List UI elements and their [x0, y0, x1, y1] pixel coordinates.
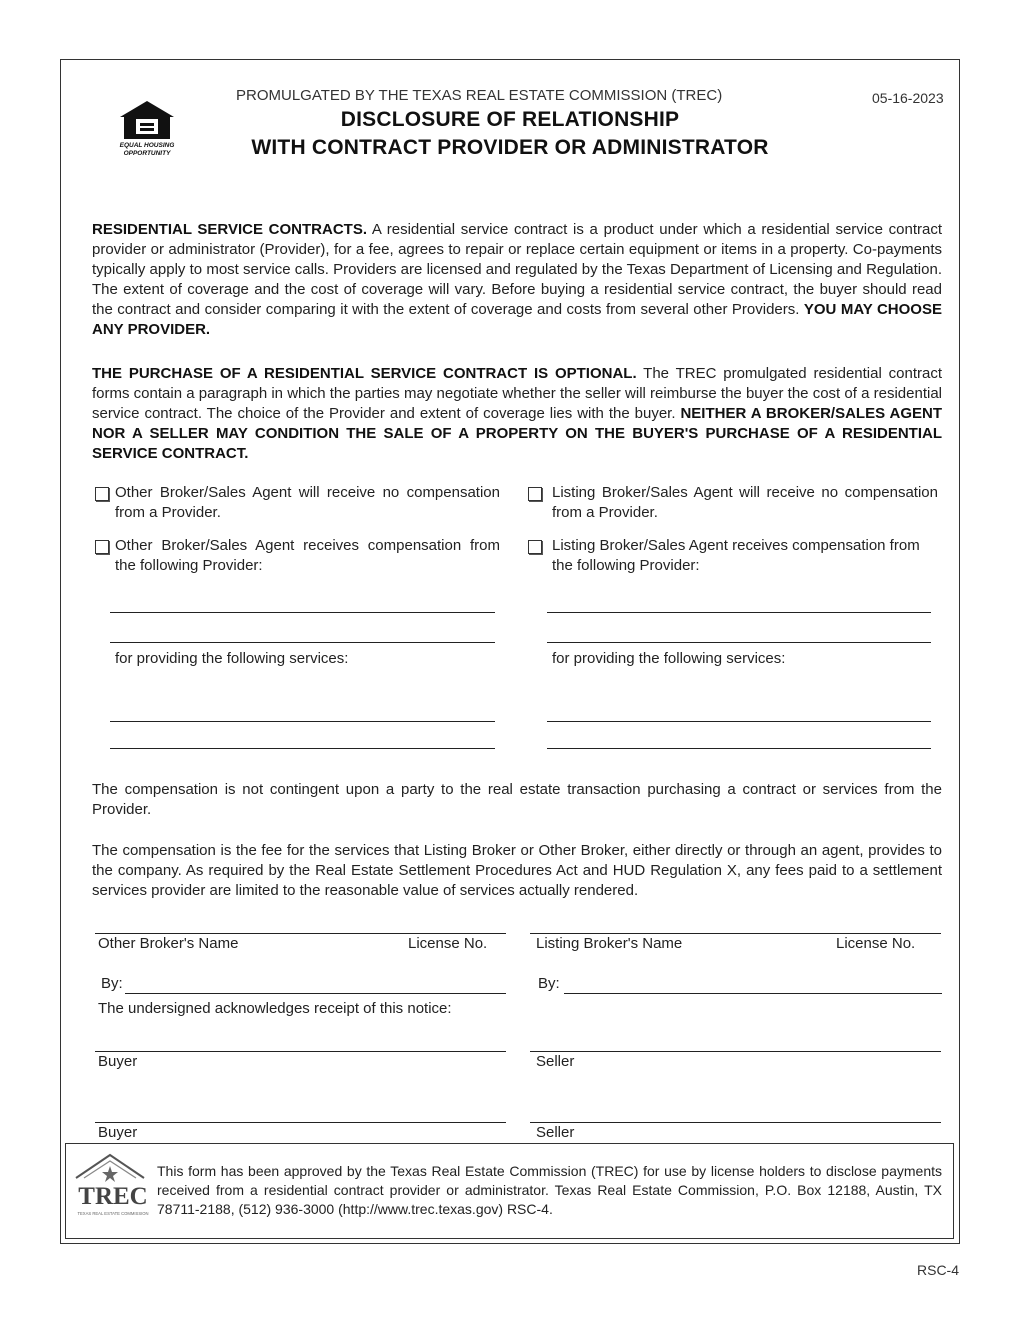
- listing-provider-line-1[interactable]: [547, 612, 931, 613]
- seller-label-2: Seller: [536, 1124, 575, 1141]
- eho-text-2: OPPORTUNITY: [123, 150, 171, 157]
- eho-text-1: EQUAL HOUSING: [119, 142, 175, 149]
- other-provider-line-2[interactable]: [110, 642, 495, 643]
- trec-logo-icon: [72, 1152, 154, 1220]
- listing-no-compensation-label: Listing Broker/Sales Agent will receive no compensation from a Provider.: [552, 484, 938, 521]
- section-emphasis: YOU MAY CHOOSE ANY PROVIDER.: [92, 301, 942, 338]
- other-provider-line-1[interactable]: [110, 612, 495, 613]
- trec-logo-subtext: TEXAS REAL ESTATE COMMISSION: [77, 1211, 149, 1216]
- equal-housing-icon: [116, 99, 178, 161]
- other-services-line-2[interactable]: [110, 748, 495, 749]
- compensation-fee-paragraph: The compensation is the fee for the services that Listing Broker or Other Broker, either directly or through an agent, provides to the company. As required by the Real Estate Settlement Procedures Act and HUD Regulation X, any fees paid to a settlement services provider are limited to the reasonable value of services actually rendered.: [92, 842, 942, 899]
- listing-broker-name-label: Listing Broker's Name: [536, 935, 683, 952]
- seller-signature-line-1[interactable]: [530, 1051, 941, 1052]
- optional-purchase-paragraph: [92, 364, 942, 464]
- listing-services-line-2[interactable]: [547, 748, 931, 749]
- buyer-label-1: Buyer: [98, 1053, 138, 1070]
- listing-broker-name-line[interactable]: [530, 933, 941, 934]
- promulgated-line: PROMULGATED BY THE TEXAS REAL ESTATE COMMISSION (TREC): [236, 87, 723, 104]
- other-services-label: for providing the following services:: [115, 650, 349, 667]
- listing-services-line-1[interactable]: [547, 721, 931, 722]
- section-body: A residential service contract is a product under which a residential service contract provider or administrator (Provider), for a fee, agrees to repair or replace certain equipment or items in a property. Co-payments typically apply to most service calls. Providers are licensed and regulated by the Texas Department of Licensing and Regulation. The extent of coverage and the cost of coverage will vary. Before buying a residential service contract, the buyer should read the contract and consider comparing it with the extent of coverage and costs from several other Providers.: [92, 221, 942, 318]
- by-label-right: By:: [538, 975, 560, 992]
- seller-signature-line-2[interactable]: [530, 1122, 941, 1123]
- acknowledge-label: The undersigned acknowledges receipt of this notice:: [98, 1000, 452, 1017]
- listing-license-label: License No.: [836, 935, 916, 952]
- listing-compensation-checkbox[interactable]: [528, 540, 542, 554]
- buyer-signature-line-2[interactable]: [95, 1122, 506, 1123]
- form-id: RSC-4: [917, 1262, 960, 1278]
- trec-logo-text: TREC: [78, 1183, 148, 1210]
- section-heading: THE PURCHASE OF A RESIDENTIAL SERVICE CONTRACT IS OPTIONAL.: [92, 365, 637, 382]
- listing-services-label: for providing the following services:: [552, 650, 786, 667]
- buyer-signature-line-1[interactable]: [95, 1051, 506, 1052]
- section-heading: RESIDENTIAL SERVICE CONTRACTS.: [92, 221, 368, 238]
- other-no-compensation-checkbox[interactable]: [95, 487, 109, 501]
- not-contingent-paragraph: The compensation is not contingent upon a party to the real estate transaction purchasing a contract or services from the Provider.: [92, 781, 942, 818]
- other-broker-name-label: Other Broker's Name: [98, 935, 239, 952]
- section-emphasis: NEITHER A BROKER/SALES AGENT NOR A SELLER MAY CONDITION THE SALE OF A PROPERTY ON THE BUYER'S PURCHASE OF A RESIDENTIAL SERVICE CONTRACT.: [92, 405, 943, 462]
- footer-approval-text: This form has been approved by the Texas Real Estate Commission (TREC) for use by license holders to disclose payments received from a residential contract provider or administrator. Texas Real Estate Commission, P.O. Box 12188, Austin, TX 78711-2188, (512) 936-3000 (http://www.trec.texas.gov) RSC-4.: [157, 1163, 942, 1217]
- page-title-line-2: WITH CONTRACT PROVIDER OR ADMINISTRATOR: [251, 136, 769, 159]
- other-license-label: License No.: [408, 935, 488, 952]
- page-title-line-1: DISCLOSURE OF RELATIONSHIP: [340, 108, 680, 131]
- other-compensation-label: Other Broker/Sales Agent receives compensation from the following Provider:: [115, 537, 500, 574]
- seller-label-1: Seller: [536, 1053, 575, 1070]
- residential-service-contracts-paragraph: [92, 220, 942, 340]
- section-body: The TREC promulgated residential contract forms contain a paragraph in which the parties may negotiate whether the seller will reimburse the buyer the cost of a residential service contract. The choice of the Provider and extent of coverage lies with the buyer.: [92, 365, 942, 422]
- listing-compensation-label: Listing Broker/Sales Agent receives compensation from the following Provider:: [552, 537, 920, 574]
- buyer-label-2: Buyer: [98, 1124, 138, 1141]
- listing-provider-line-2[interactable]: [547, 642, 931, 643]
- other-compensation-checkbox[interactable]: [95, 540, 109, 554]
- other-broker-name-line[interactable]: [95, 933, 506, 934]
- other-services-line-1[interactable]: [110, 721, 495, 722]
- listing-broker-signature-line[interactable]: [564, 993, 942, 994]
- other-no-compensation-label: Other Broker/Sales Agent will receive no compensation from a Provider.: [115, 484, 500, 521]
- other-broker-signature-line[interactable]: [125, 993, 506, 994]
- by-label-left: By:: [101, 975, 123, 992]
- listing-no-compensation-checkbox[interactable]: [528, 487, 542, 501]
- form-date: 05-16-2023: [872, 90, 944, 106]
